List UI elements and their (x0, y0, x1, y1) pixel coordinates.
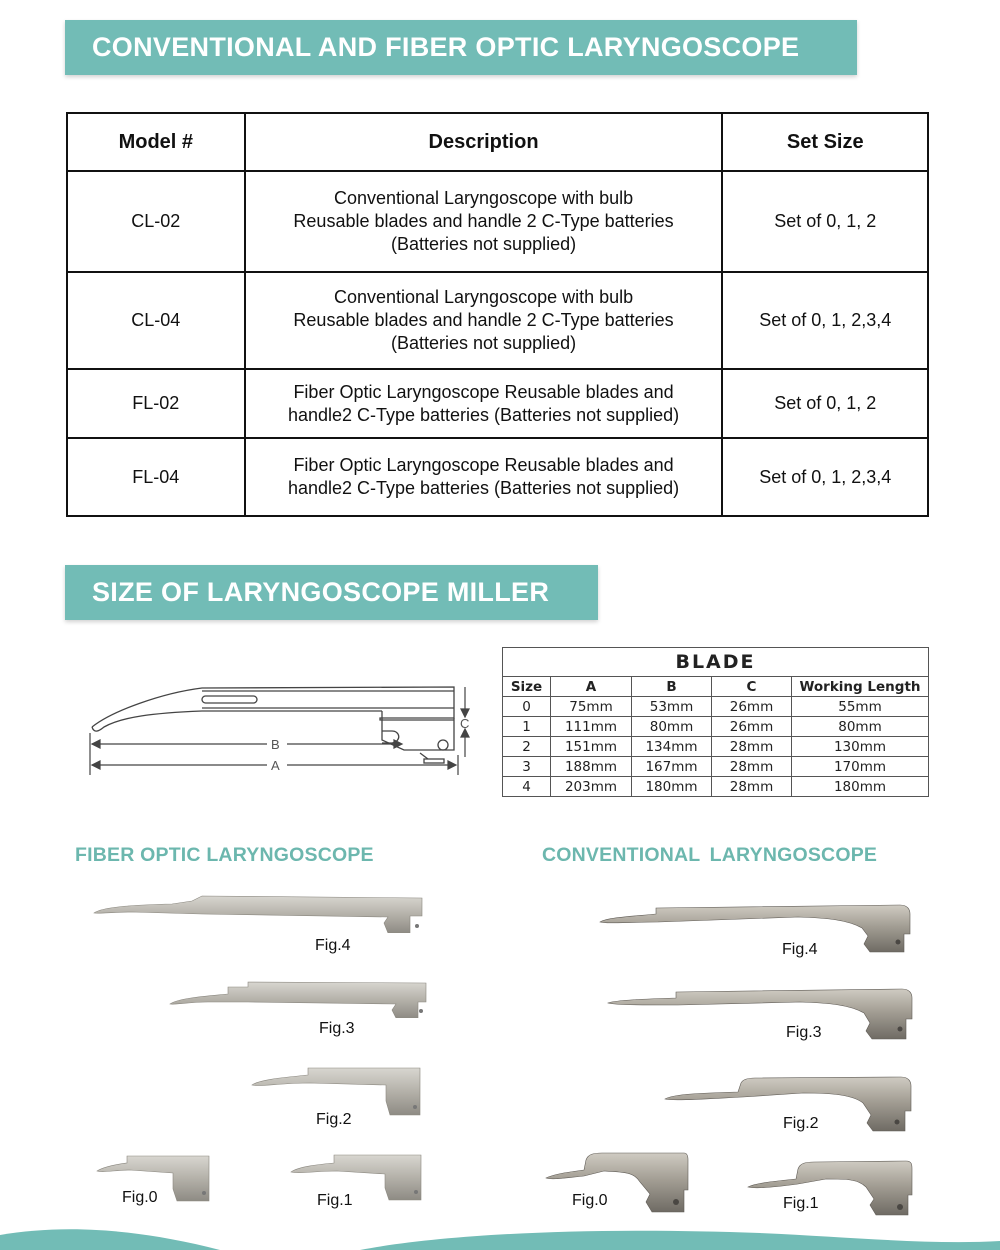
size-cell: 1 (503, 717, 551, 737)
description-cell (245, 369, 723, 438)
table-row (503, 697, 929, 717)
working-length-cell: 130mm (792, 737, 929, 757)
description-cell (245, 438, 723, 516)
fiber-blade-fig4 (92, 893, 424, 933)
column-header-size: Size (503, 677, 551, 697)
table-row (503, 737, 929, 757)
column-header-b: B (632, 677, 712, 697)
dimension-label-a: A (271, 758, 280, 773)
decorative-wave (0, 1215, 1000, 1250)
column-header-description: Description (245, 113, 723, 171)
working-length-cell: 180mm (792, 777, 929, 797)
section-title: CONVENTIONAL AND FIBER OPTIC LARYNGOSCOPE (92, 32, 800, 62)
table-header-row (503, 677, 929, 697)
conventional-blade-fig3 (606, 985, 914, 1043)
blade-slot (202, 696, 257, 703)
description-line: Reusable blades and handle 2 C-Type batteries (293, 310, 674, 330)
set-size-cell: Set of 0, 1, 2 (722, 171, 928, 272)
size-cell: 2 (503, 737, 551, 757)
section-banner-sizes (65, 565, 598, 620)
description-line: Reusable blades and handle 2 C-Type batteries (293, 211, 674, 231)
size-cell: 3 (503, 757, 551, 777)
column-header-model: Model # (67, 113, 245, 171)
c-cell: 28mm (712, 777, 792, 797)
a-cell: 75mm (551, 697, 632, 717)
table-header-row (67, 113, 928, 171)
figure-label: Fig.1 (317, 1192, 353, 1209)
description-line: Fiber Optic Laryngoscope Reusable blades and (293, 381, 674, 402)
b-cell: 80mm (632, 717, 712, 737)
fiber-blade-fig2 (250, 1065, 422, 1117)
set-size-cell: Set of 0, 1, 2,3,4 (722, 272, 928, 369)
column-header-c: C (712, 677, 792, 697)
model-cell: CL-04 (67, 272, 245, 369)
section-banner-models (65, 20, 857, 75)
table-row (503, 757, 929, 777)
table-row (67, 171, 928, 272)
b-cell: 167mm (632, 757, 712, 777)
fiber-blade-fig3 (168, 978, 428, 1018)
column-header-working-length: Working Length (792, 677, 929, 697)
a-cell: 111mm (551, 717, 632, 737)
figure-label: Fig.1 (783, 1195, 819, 1212)
description-line: Fiber Optic Laryngoscope Reusable blades and (293, 455, 674, 475)
table-row (67, 438, 928, 516)
fiber-blade-fig1 (289, 1152, 423, 1202)
conventional-blade-fig1 (746, 1157, 914, 1219)
figure-label: Fig.4 (315, 937, 351, 954)
size-cell: 4 (503, 777, 551, 797)
b-cell: 134mm (632, 737, 712, 757)
a-cell: 151mm (551, 737, 632, 757)
blade-table-title: BLADE (503, 648, 929, 677)
table-row (67, 272, 928, 369)
set-size-cell: Set of 0, 1, 2 (722, 369, 928, 438)
working-length-cell: 55mm (792, 697, 929, 717)
c-cell: 26mm (712, 697, 792, 717)
fiber-optic-heading: FIBER OPTIC LARYNGOSCOPE (75, 844, 374, 866)
figure-label: Fig.2 (316, 1111, 352, 1128)
conventional-blade-fig4 (598, 900, 914, 955)
size-cell: 0 (503, 697, 551, 717)
blade-pin (438, 740, 448, 750)
working-length-cell: 80mm (792, 717, 929, 737)
table-row (503, 777, 929, 797)
model-cell: FL-02 (67, 369, 245, 438)
dimension-label-b: B (271, 737, 280, 752)
description-line: (Batteries not supplied) (391, 234, 577, 254)
blade-dimension-diagram (82, 675, 472, 780)
model-cell: FL-04 (67, 438, 245, 516)
a-cell: 203mm (551, 777, 632, 797)
models-table (66, 112, 929, 517)
dimension-label-c: C (460, 716, 470, 731)
table-row (503, 717, 929, 737)
conventional-blade-fig0 (544, 1150, 690, 1216)
description-line: handle2 C-Type batteries (Batteries not supplied) (287, 478, 680, 498)
blade-outline (92, 687, 454, 727)
c-cell: 28mm (712, 737, 792, 757)
figure-label: Fig.0 (122, 1189, 158, 1206)
figure-label: Fig.2 (783, 1115, 819, 1132)
blade-underside (92, 711, 382, 731)
description-line: Conventional Laryngoscope with bulb (333, 287, 634, 307)
description-line: (Batteries not supplied) (391, 333, 577, 353)
description-line: Conventional Laryngoscope with bulb (333, 188, 634, 208)
a-cell: 188mm (551, 757, 632, 777)
table-row (67, 369, 928, 438)
description-cell (245, 272, 723, 369)
working-length-cell: 170mm (792, 757, 929, 777)
set-size-cell: Set of 0, 1, 2,3,4 (722, 438, 928, 516)
figure-label: Fig.0 (572, 1192, 608, 1209)
blade-size-table (502, 647, 929, 797)
b-cell: 53mm (632, 697, 712, 717)
figure-label: Fig.3 (786, 1024, 822, 1041)
b-cell: 180mm (632, 777, 712, 797)
model-cell: CL-02 (67, 171, 245, 272)
figure-label: Fig.4 (782, 941, 818, 958)
section-title: SIZE OF LARYNGOSCOPE MILLER (92, 577, 550, 607)
conventional-heading: CONVENTIONAL LARYNGOSCOPE (542, 844, 878, 866)
description-cell (245, 171, 723, 272)
column-header-set-size: Set Size (722, 113, 928, 171)
column-header-a: A (551, 677, 632, 697)
figure-label: Fig.3 (319, 1020, 355, 1037)
c-cell: 26mm (712, 717, 792, 737)
c-cell: 28mm (712, 757, 792, 777)
description-line: handle2 C-Type batteries (Batteries not supplied) (287, 404, 680, 425)
